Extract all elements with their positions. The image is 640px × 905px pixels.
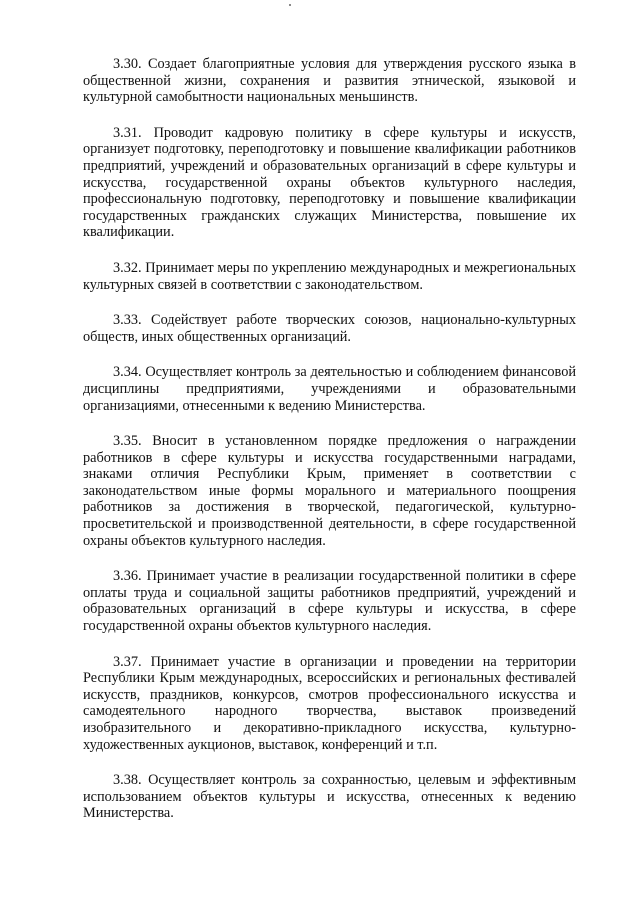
paragraph-3-30: 3.30. Создает благоприятные условия для утверждения русского языка в общественной жизни, сохранения и развития этнической, языковой и культурной самобытности национальных меньшинств. — [83, 56, 576, 106]
paragraph-3-33: 3.33. Содействует работе творческих союзов, национально-культурных обществ, иных общественных организаций. — [83, 312, 576, 345]
document-body — [83, 56, 576, 841]
paragraph-3-35: 3.35. Вносит в установленном порядке предложения о награждении работников в сфере культуры и искусства государственными наградами, знаками отличия Республики Крым, применяет в соответствии с законодательством иные формы морального и материального поощрения работников за достижения в творческой, педагогической, культурно-просветительской и производственной деятельности, в сфере государственной охраны объектов культурного наследия. — [83, 433, 576, 549]
paragraph-3-34: 3.34. Осуществляет контроль за деятельностью и соблюдением финансовой дисциплины предприятиями, учреждениями и образовательными организациями, отнесенными к ведению Министерства. — [83, 364, 576, 414]
paragraph-3-36: 3.36. Принимает участие в реализации государственной политики в сфере оплаты труда и социальной защиты работников предприятий, учреждений и образовательных организаций в сфере культуры и искусства, в сфере государственной охраны объектов культурного наследия. — [83, 568, 576, 635]
paragraph-3-31: 3.31. Проводит кадровую политику в сфере культуры и искусств, организует подготовку, переподготовку и повышение квалификации работников предприятий, учреждений и образовательных организаций в сфере культуры и искусства, государственной охраны объектов культурного наследия, профессиональную подготовку, переподготовку и повышение квалификации государственных гражданских служащих Министерства, повышение их квалификации. — [83, 124, 576, 241]
scan-dot-mark — [289, 4, 291, 6]
paragraph-3-38: 3.38. Осуществляет контроль за сохранностью, целевым и эффективным использованием объектов культуры и искусства, отнесенных к ведению Министерства. — [83, 772, 576, 822]
paragraph-3-32: 3.32. Принимает меры по укреплению международных и межрегиональных культурных связей в соответствии с законодательством. — [83, 259, 576, 293]
paragraph-3-37: 3.37. Принимает участие в организации и проведении на территории Республики Крым международных, всероссийских и региональных фестивалей искусств, праздников, конкурсов, смотров профессионального искусства и самодеятельного народного творчества, выставок произведений изобразительного и декоративно-прикладного искусства, культурно-художественных аукционов, выставок, конференций и т.п. — [83, 653, 576, 753]
